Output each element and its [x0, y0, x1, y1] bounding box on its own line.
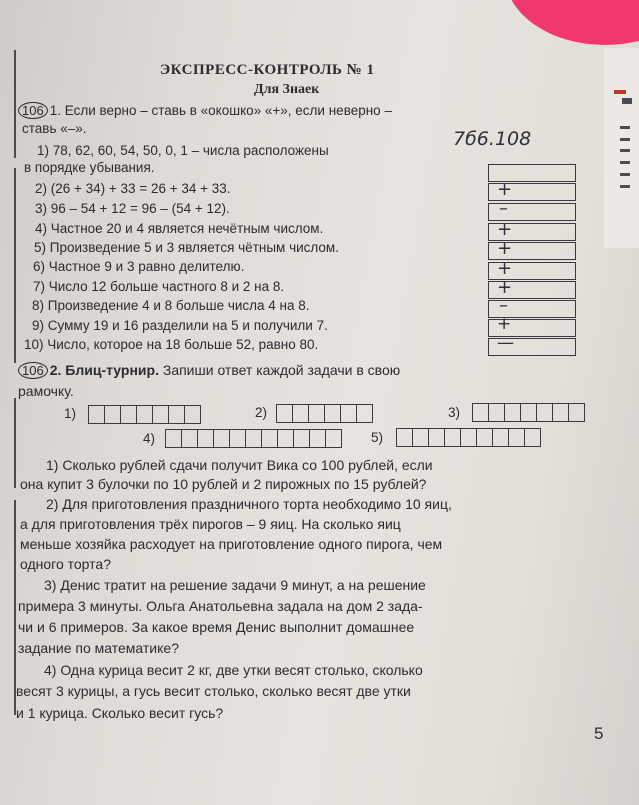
task1-item-1-cont: в порядке убывания.: [24, 160, 155, 175]
page-number: 5: [594, 724, 604, 743]
task1-intro-line2: ставь «–».: [22, 121, 87, 136]
answer-strip-1[interactable]: [88, 405, 201, 424]
task1-item-7: 7) Число 12 больше частного 8 и 2 на 8.: [33, 279, 285, 294]
box-label-2: 2): [255, 405, 268, 420]
page-title: ЭКСПРЕСС-КОНТРОЛЬ № 1: [160, 62, 375, 78]
handwritten-note: 7б6.108: [453, 128, 532, 150]
margin-line: [14, 50, 16, 158]
answer-mark: +: [497, 238, 513, 259]
answer-mark: +: [497, 314, 512, 334]
task2-intro: [18, 362, 400, 379]
answer-box[interactable]: [488, 333, 576, 356]
problem-2-line-4: одного торта?: [20, 556, 111, 572]
problem-4-line-1: 4) Одна курица весит 2 кг, две утки весят столько, сколько: [44, 662, 423, 678]
problem-3-line-2: примера 3 минуты. Ольга Анатольевна задала на дом 2 зада-: [18, 598, 423, 614]
answer-mark: —: [497, 333, 514, 353]
answer-strip-2[interactable]: [276, 404, 373, 423]
problem-3-line-4: задание по математике?: [18, 640, 179, 656]
problem-3-line-1: 3) Денис тратит на решение задачи 9 минут, а на решение: [44, 577, 426, 593]
margin-line: [14, 168, 16, 363]
task-number-badge: 106: [18, 102, 48, 119]
task1-intro-text: 1. Если верно – ставь в «окошко» «+», если неверно –: [49, 103, 392, 118]
problem-4-line-3: и 1 курица. Сколько весит гусь?: [16, 705, 224, 721]
box-label-4: 4): [143, 431, 156, 446]
problem-1-line-2: она купит 3 булочки по 10 рублей и 2 пирожных по 15 рублей?: [20, 476, 427, 492]
problem-2-line-3: меньше хозяйка расходует на приготовление одного пирога, чем: [20, 536, 443, 552]
box-label-5: 5): [371, 430, 384, 445]
adjacent-page-edge: [604, 48, 639, 248]
task2-title: 2. Блиц-турнир.: [49, 362, 159, 378]
answer-strip-3[interactable]: [472, 403, 585, 422]
answer-mark: +: [497, 179, 513, 200]
problem-2-line-2: а для приготовления трёх пирогов – 9 яиц. На сколько яиц: [20, 516, 401, 532]
page-subtitle: Для Знаек: [254, 82, 320, 97]
task1-item-6: 6) Частное 9 и 3 равно делителю.: [33, 259, 245, 274]
task1-item-3: 3) 96 – 54 + 12 = 96 – (54 + 12).: [35, 201, 230, 216]
box-label-3: 3): [448, 405, 461, 420]
pink-object: [505, 0, 639, 45]
answer-mark: +: [497, 258, 513, 279]
problem-4-line-2: весят 3 курицы, а гусь весит столько, сколько весят две утки: [16, 683, 411, 699]
answer-mark: +: [497, 219, 513, 240]
answer-mark: –: [499, 295, 508, 316]
task1-item-8: 8) Произведение 4 и 8 больше числа 4 на 8.: [32, 298, 310, 313]
task1-item-2: 2) (26 + 34) + 33 = 26 + 34 + 33.: [35, 181, 231, 196]
task1-item-9: 9) Сумму 19 и 16 разделили на 5 и получили 7.: [32, 318, 328, 333]
answer-strip-5[interactable]: [396, 428, 541, 447]
box-label-1: 1): [64, 406, 77, 421]
problem-3-line-3: чи и 6 примеров. За какое время Денис выполнит домашнее: [18, 619, 415, 635]
task1-intro: [18, 102, 392, 119]
task1-item-10: 10) Число, которое на 18 больше 52, равно 80.: [24, 337, 319, 352]
margin-line: [14, 398, 16, 488]
task1-item-5: 5) Произведение 5 и 3 является чётным числом.: [34, 240, 339, 255]
answer-strip-4[interactable]: [165, 429, 342, 448]
task1-item-4: 4) Частное 20 и 4 является нечётным числом.: [35, 221, 324, 236]
problem-1-line-1: 1) Сколько рублей сдачи получит Вика со 100 рублей, если: [46, 457, 433, 473]
problem-2-line-1: 2) Для приготовления праздничного торта необходимо 10 яиц,: [46, 496, 452, 512]
task2-intro-text: Запиши ответ каждой задачи в свою: [158, 362, 401, 378]
task2-intro-line2: рамочку.: [18, 383, 74, 399]
task1-item-1: 1) 78, 62, 60, 54, 50, 0, 1 – числа расположены: [37, 143, 329, 158]
task-number-badge: 106: [18, 362, 48, 379]
answer-mark: +: [497, 277, 513, 298]
answer-mark: –: [499, 198, 508, 219]
